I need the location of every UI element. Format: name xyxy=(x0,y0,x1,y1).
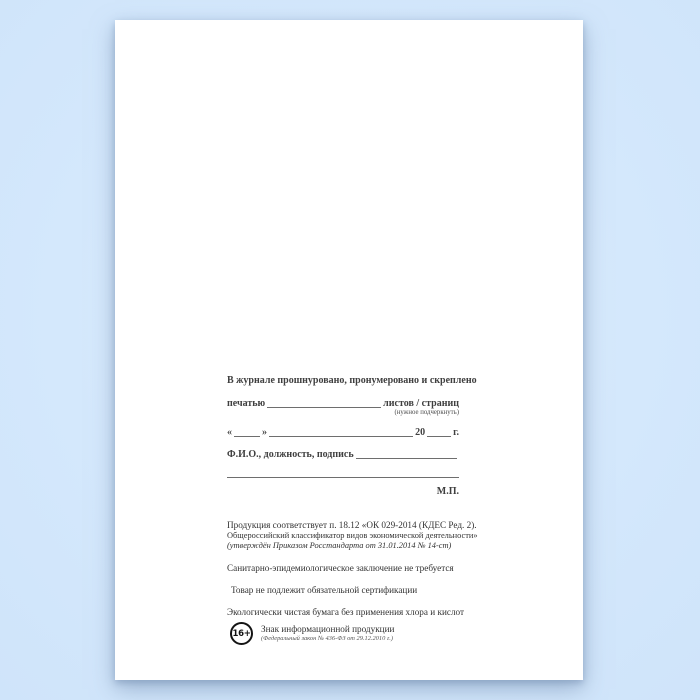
eco-paper-statement: Экологически чистая бумага без применения хлора и кислот xyxy=(227,607,465,617)
age-rating-text xyxy=(261,622,394,643)
date-day-blank-line xyxy=(234,435,260,437)
date-quote-open: « xyxy=(227,427,232,438)
signature-blank-line xyxy=(356,457,457,459)
certification-block xyxy=(227,375,477,505)
sheets-count-blank-line xyxy=(267,406,381,408)
signature-continuation-blank-line xyxy=(227,476,459,478)
age-rating-law-note: (Федеральный закон № 436-ФЗ от 29.12.2010 г.) xyxy=(261,635,394,642)
signature-label: Ф.И.О., должность, подпись xyxy=(227,449,354,460)
compliance-line2: Общероссийский классификатор видов экономической деятельности» xyxy=(227,531,478,540)
date-row xyxy=(227,427,459,439)
certification-statement: Товар не подлежит обязательной сертификации xyxy=(231,585,418,595)
stitched-numbered-heading: В журнале прошнуровано, пронумеровано и скреплено xyxy=(227,375,477,386)
journal-back-page xyxy=(115,20,583,680)
signature-row xyxy=(227,449,459,461)
date-month-blank-line xyxy=(269,435,413,437)
year-prefix: 20 xyxy=(415,427,426,438)
age-rating-label: Знак информационной продукции xyxy=(261,624,395,634)
stamp-place-abbr: М.П. xyxy=(436,486,459,497)
sanitary-statement: Санитарно-эпидемиологическое заключение не требуется xyxy=(227,563,454,573)
age-rating-16plus-icon: 16+ xyxy=(230,622,253,645)
year-blank-line xyxy=(427,435,451,437)
underline-note: (нужное подчеркнуть) xyxy=(394,409,459,416)
sheets-pages-label: листов / страниц xyxy=(383,398,459,409)
product-info-block xyxy=(227,520,487,655)
compliance-line1: Продукция соответствует п. 18.12 «ОК 029-2014 (КДЕС Ред. 2). xyxy=(227,520,477,530)
date-quote-close: » xyxy=(262,427,267,438)
year-suffix: г. xyxy=(453,427,459,438)
seal-prefix-label: печатью xyxy=(227,398,266,409)
compliance-line3: (утверждён Приказом Росстандарта от 31.01.2014 № 14-ст) xyxy=(227,541,452,550)
age-rating-row xyxy=(227,622,394,645)
